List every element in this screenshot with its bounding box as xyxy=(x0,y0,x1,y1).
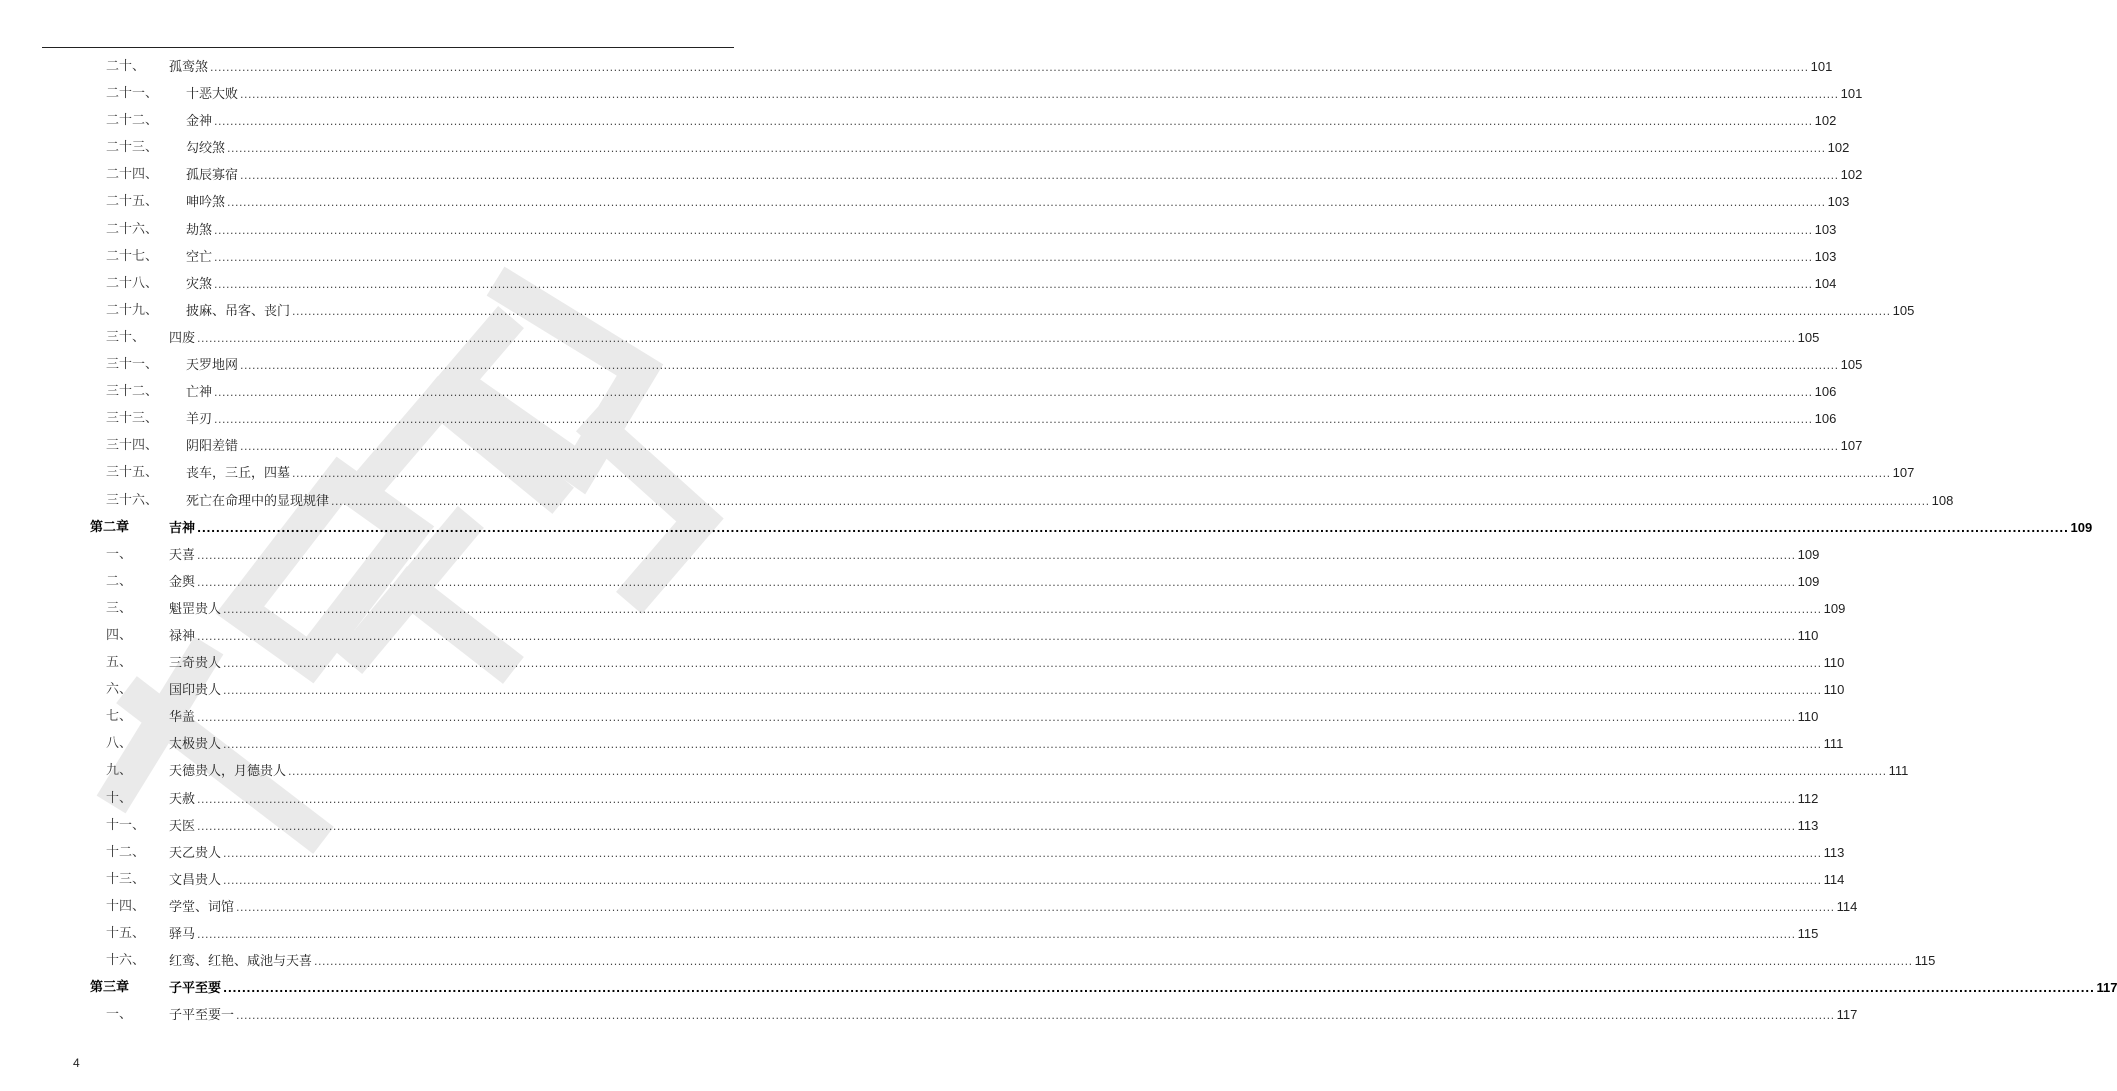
toc-entry-link[interactable] xyxy=(169,893,1858,921)
toc-entry-page: 109 xyxy=(1797,546,1820,562)
toc-entry-link[interactable] xyxy=(169,812,1819,840)
page-number: 4 xyxy=(73,1056,80,1070)
toc-entry-row[interactable] xyxy=(0,676,1845,703)
toc-entry-number: 十五、 xyxy=(106,926,146,941)
toc-dot-leader: ................................................................................................................................................................................................................................................................................................................................................................................................................ xyxy=(292,304,1891,318)
toc-chapter-row[interactable] xyxy=(0,514,2093,541)
toc-entry-number: 三十三、 xyxy=(106,411,159,427)
toc-entry-number: 四、 xyxy=(106,627,133,643)
toc-entry-title: 亡神 xyxy=(186,385,213,401)
toc-entry-number: 三十六、 xyxy=(106,492,159,508)
toc-dot-leader: ................................................................................................................................................................................................................................................................................................................................................................................................................ xyxy=(197,711,1796,725)
toc-entry-number: 二十五、 xyxy=(106,194,159,210)
toc-dot-leader: ................................................................................................................................................................................................................................................................................................................................................................................................................ xyxy=(210,61,1809,74)
toc-entry-link[interactable] xyxy=(169,595,1846,623)
toc-entry-title: 金神 xyxy=(186,114,213,130)
toc-entry-title: 孤鸾煞 xyxy=(169,60,209,75)
toc-entry-link[interactable] xyxy=(169,866,1845,894)
toc-entry-title: 空亡 xyxy=(186,249,213,265)
toc-entry-number: 二十八、 xyxy=(106,275,159,291)
toc-entry-number: 第二章 xyxy=(90,519,130,535)
toc-entry-number: 二十三、 xyxy=(106,140,159,156)
toc-entry-link[interactable] xyxy=(169,730,1844,758)
toc-entry-row[interactable] xyxy=(0,568,1820,595)
toc-entry-number: 八、 xyxy=(106,736,133,752)
toc-entry-page: 106 xyxy=(1814,411,1837,427)
toc-entry-title: 吉神 xyxy=(169,520,196,536)
toc-entry-number: 二十二、 xyxy=(106,113,159,129)
toc-entry-number: 二、 xyxy=(106,573,133,589)
toc-entry-page: 115 xyxy=(1797,926,1819,941)
toc-entry-title: 披麻、吊客、丧门 xyxy=(186,303,291,319)
toc-entry-page: 103 xyxy=(1814,221,1837,237)
toc-entry-title: 孤辰寡宿 xyxy=(186,168,239,184)
toc-entry-row[interactable] xyxy=(0,134,1850,161)
toc-entry-page: 102 xyxy=(1814,113,1837,129)
toc-entry-page: 111 xyxy=(1823,736,1844,752)
toc-entry-title: 太极贵人 xyxy=(169,737,222,753)
toc-dot-leader: ................................................................................................................................................................................................................................................................................................................................................................................................................ xyxy=(197,575,1796,589)
toc-dot-leader: ................................................................................................................................................................................................................................................................................................................................................................................................................ xyxy=(223,738,1822,752)
toc-entry-number: 五、 xyxy=(106,655,133,671)
toc-entry-row[interactable] xyxy=(0,432,1863,459)
toc-dot-leader: ................................................................................................................................................................................................................................................................................................................................................................................................................ xyxy=(214,277,1813,291)
toc-entry-title: 天德贵人，月德贵人 xyxy=(169,764,287,780)
toc-entry-number: 十、 xyxy=(106,790,133,806)
toc-entry-title: 四废 xyxy=(169,330,196,346)
toc-dot-leader: ................................................................................................................................................................................................................................................................................................................................................................................................................ xyxy=(240,169,1839,183)
toc-entry-link[interactable] xyxy=(186,351,1863,379)
toc-entry-row[interactable] xyxy=(0,378,1837,405)
toc-entry-number: 三十、 xyxy=(106,329,146,345)
toc-entry-page: 104 xyxy=(1814,275,1837,291)
toc-entry-page: 105 xyxy=(1892,302,1915,318)
toc-entry-row[interactable] xyxy=(0,188,1850,215)
toc-entry-page: 117 xyxy=(1836,1007,1858,1023)
toc-entry-link[interactable] xyxy=(186,459,1915,487)
toc-dot-leader: ................................................................................................................................................................................................................................................................................................................................................................................................................ xyxy=(223,873,1822,887)
toc-entry-link[interactable] xyxy=(169,974,2117,1002)
toc-dot-leader: ................................................................................................................................................................................................................................................................................................................................................................................................................ xyxy=(240,88,1839,102)
toc-entry-link[interactable] xyxy=(186,134,1850,162)
toc-entry-row[interactable] xyxy=(0,839,1845,866)
toc-entry-page: 115 xyxy=(1914,953,1936,969)
toc-entry-title: 三奇贵人 xyxy=(169,656,222,672)
toc-entry-page: 110 xyxy=(1797,709,1819,725)
toc-entry-link[interactable] xyxy=(169,785,1819,813)
toc-entry-link[interactable] xyxy=(169,53,1833,81)
toc-entry-link[interactable] xyxy=(186,378,1837,406)
toc-entry-number: 二十九、 xyxy=(106,302,159,318)
toc-dot-leader: ................................................................................................................................................................................................................................................................................................................................................................................................................ xyxy=(236,1009,1835,1023)
toc-entry-link[interactable] xyxy=(169,920,1819,948)
toc-entry-title: 魁罡贵人 xyxy=(169,601,222,617)
toc-entry-title: 红鸾、红艳、咸池与天喜 xyxy=(169,954,313,970)
toc-dot-leader: ................................................................................................................................................................................................................................................................................................................................................................................................................ xyxy=(288,765,1887,779)
toc-entry-link[interactable] xyxy=(186,243,1837,271)
toc-entry-link[interactable] xyxy=(169,1001,1858,1029)
toc-entry-title: 子平至要 xyxy=(169,981,222,997)
toc-entry-link[interactable] xyxy=(186,270,1837,298)
toc-entry-row[interactable] xyxy=(0,80,1863,107)
toc-entry-page: 110 xyxy=(1823,655,1845,671)
toc-entry-title: 学堂、词馆 xyxy=(169,899,235,915)
toc-entry-link[interactable] xyxy=(169,568,1820,596)
toc-entry-title: 文昌贵人 xyxy=(169,872,222,888)
toc-entry-link[interactable] xyxy=(169,703,1819,731)
toc-entry-link[interactable] xyxy=(169,541,1820,569)
toc-entry-title: 羊刃 xyxy=(186,412,213,428)
toc-entry-row[interactable] xyxy=(0,622,1819,649)
toc-dot-leader: ................................................................................................................................................................................................................................................................................................................................................................................................................ xyxy=(197,521,2069,535)
toc-entry-number: 二十六、 xyxy=(106,221,159,237)
toc-entry-title: 阴阳差错 xyxy=(186,439,239,455)
toc-entry-page: 101 xyxy=(1810,59,1833,74)
toc-entry-row[interactable] xyxy=(0,297,1915,324)
toc-entry-row[interactable] xyxy=(0,107,1837,134)
toc-dot-leader: ................................................................................................................................................................................................................................................................................................................................................................................................................ xyxy=(223,982,2095,996)
toc-entry-number: 二十七、 xyxy=(106,248,159,264)
toc-entry-number: 三、 xyxy=(106,600,133,616)
toc-entry-number: 七、 xyxy=(106,709,133,725)
toc-entry-row[interactable] xyxy=(0,1001,1858,1028)
toc-entry-row[interactable] xyxy=(0,866,1845,893)
toc-dot-leader: ................................................................................................................................................................................................................................................................................................................................................................................................................ xyxy=(197,792,1796,806)
toc-entry-row[interactable] xyxy=(0,730,1844,757)
toc-entry-link[interactable] xyxy=(169,676,1845,704)
toc-entry-row[interactable] xyxy=(0,324,1820,351)
toc-dot-leader: ................................................................................................................................................................................................................................................................................................................................................................................................................ xyxy=(197,928,1796,941)
toc-entry-title: 国印贵人 xyxy=(169,683,222,699)
toc-entry-page: 114 xyxy=(1823,871,1845,887)
toc-dot-leader: ................................................................................................................................................................................................................................................................................................................................................................................................................ xyxy=(214,413,1813,427)
toc-dot-leader: ................................................................................................................................................................................................................................................................................................................................................................................................................ xyxy=(197,331,1796,345)
toc-entry-number: 六、 xyxy=(106,682,133,698)
toc-entry-row[interactable] xyxy=(0,459,1915,486)
toc-entry-row[interactable] xyxy=(0,649,1845,676)
toc-dot-leader: ................................................................................................................................................................................................................................................................................................................................................................................................................ xyxy=(214,386,1813,400)
toc-entry-number: 九、 xyxy=(106,763,133,779)
toc-entry-page: 117 xyxy=(2096,980,2117,996)
toc-dot-leader: ................................................................................................................................................................................................................................................................................................................................................................................................................ xyxy=(214,223,1813,237)
toc-entry-link[interactable] xyxy=(169,622,1819,650)
toc-entry-title: 十恶大败 xyxy=(186,87,239,103)
toc-entry-page: 113 xyxy=(1823,844,1845,860)
toc-entry-number: 三十五、 xyxy=(106,465,159,481)
toc-entry-link[interactable] xyxy=(169,514,2093,542)
toc-entry-title: 天喜 xyxy=(169,547,196,563)
toc-dot-leader: ................................................................................................................................................................................................................................................................................................................................................................................................................ xyxy=(314,955,1913,969)
toc-entry-title: 子平至要一 xyxy=(169,1008,235,1024)
toc-entry-page: 109 xyxy=(2070,519,2093,535)
toc-dot-leader: ................................................................................................................................................................................................................................................................................................................................................................................................................ xyxy=(197,819,1796,833)
toc-entry-page: 113 xyxy=(1797,817,1819,833)
toc-entry-page: 103 xyxy=(1827,194,1850,210)
toc-chapter-row[interactable] xyxy=(0,974,2117,1001)
toc-entry-page: 107 xyxy=(1892,465,1915,481)
toc-entry-page: 105 xyxy=(1797,329,1820,345)
toc-dot-leader: ................................................................................................................................................................................................................................................................................................................................................................................................................ xyxy=(223,684,1822,698)
toc-entry-page: 114 xyxy=(1836,898,1858,914)
toc-entry-link[interactable] xyxy=(186,297,1915,325)
toc-entry-link[interactable] xyxy=(169,757,1909,785)
toc-entry-link[interactable] xyxy=(186,432,1863,460)
toc-dot-leader: ................................................................................................................................................................................................................................................................................................................................................................................................................ xyxy=(331,494,1930,508)
toc-entry-row[interactable] xyxy=(0,812,1819,839)
toc-entry-title: 驿马 xyxy=(169,927,196,942)
toc-entry-title: 金舆 xyxy=(169,574,196,590)
toc-entry-row[interactable] xyxy=(0,893,1858,920)
toc-entry-number: 二十一、 xyxy=(106,86,159,102)
toc-dot-leader: ................................................................................................................................................................................................................................................................................................................................................................................................................ xyxy=(223,602,1822,616)
toc-dot-leader: ................................................................................................................................................................................................................................................................................................................................................................................................................ xyxy=(292,467,1891,481)
toc-entry-page: 109 xyxy=(1797,573,1820,589)
toc-dot-leader: ................................................................................................................................................................................................................................................................................................................................................................................................................ xyxy=(227,196,1826,210)
toc-entry-title: 灾煞 xyxy=(186,276,213,292)
toc-entry-row[interactable] xyxy=(0,161,1863,188)
toc-entry-link[interactable] xyxy=(169,839,1845,867)
toc-entry-link[interactable] xyxy=(186,487,1954,515)
toc-entry-page: 103 xyxy=(1814,248,1837,264)
toc-entry-number: 十四、 xyxy=(106,898,146,914)
toc-entry-page: 102 xyxy=(1827,140,1850,156)
toc-entry-page: 101 xyxy=(1840,86,1863,102)
toc-entry-page: 105 xyxy=(1840,357,1863,373)
toc-dot-leader: ................................................................................................................................................................................................................................................................................................................................................................................................................ xyxy=(197,548,1796,562)
toc-entry-row[interactable] xyxy=(0,757,1909,784)
toc-entry-page: 106 xyxy=(1814,384,1837,400)
toc-entry-row[interactable] xyxy=(0,785,1819,812)
table-of-contents xyxy=(0,53,2117,1028)
toc-entry-link[interactable] xyxy=(186,80,1863,108)
toc-entry-page: 112 xyxy=(1797,790,1819,806)
toc-dot-leader: ................................................................................................................................................................................................................................................................................................................................................................................................................ xyxy=(197,629,1796,643)
toc-entry-row[interactable] xyxy=(0,216,1837,243)
toc-entry-row[interactable] xyxy=(0,243,1837,270)
toc-dot-leader: ................................................................................................................................................................................................................................................................................................................................................................................................................ xyxy=(227,142,1826,156)
toc-entry-link[interactable] xyxy=(169,947,1936,975)
toc-entry-title: 勾绞煞 xyxy=(186,141,226,157)
toc-entry-number: 一、 xyxy=(106,546,133,562)
toc-entry-title: 丧车，三丘，四墓 xyxy=(186,466,291,482)
toc-dot-leader: ................................................................................................................................................................................................................................................................................................................................................................................................................ xyxy=(214,250,1813,264)
toc-entry-page: 110 xyxy=(1797,627,1819,643)
toc-entry-page: 110 xyxy=(1823,682,1845,698)
toc-entry-page: 109 xyxy=(1823,600,1846,616)
toc-entry-title: 禄神 xyxy=(169,628,196,644)
toc-entry-number: 三十一、 xyxy=(106,357,159,373)
toc-entry-page: 102 xyxy=(1840,167,1863,183)
toc-entry-row[interactable] xyxy=(0,703,1819,730)
toc-entry-link[interactable] xyxy=(169,324,1820,352)
toc-entry-link[interactable] xyxy=(186,107,1837,135)
toc-entry-row[interactable] xyxy=(0,595,1846,622)
toc-entry-number: 一、 xyxy=(106,1007,133,1023)
toc-entry-number: 十二、 xyxy=(106,844,146,860)
toc-entry-number: 三十四、 xyxy=(106,438,159,454)
toc-dot-leader: ................................................................................................................................................................................................................................................................................................................................................................................................................ xyxy=(214,115,1813,129)
toc-entry-link[interactable] xyxy=(186,216,1837,244)
toc-entry-number: 三十二、 xyxy=(106,384,159,400)
toc-entry-number: 十一、 xyxy=(106,817,146,833)
toc-entry-link[interactable] xyxy=(169,649,1845,677)
toc-entry-title: 劫煞 xyxy=(186,222,213,238)
toc-dot-leader: ................................................................................................................................................................................................................................................................................................................................................................................................................ xyxy=(223,657,1822,671)
toc-entry-title: 死亡在命理中的显现规律 xyxy=(186,493,330,509)
toc-entry-page: 107 xyxy=(1840,438,1863,454)
toc-entry-page: 111 xyxy=(1888,763,1909,779)
toc-entry-row[interactable] xyxy=(0,405,1837,432)
toc-entry-link[interactable] xyxy=(186,188,1850,216)
toc-entry-row[interactable] xyxy=(0,541,1820,568)
toc-entry-number: 十三、 xyxy=(106,871,146,887)
toc-entry-title: 天罗地网 xyxy=(186,358,239,374)
toc-entry-title: 呻吟煞 xyxy=(186,195,226,211)
toc-entry-number: 二十四、 xyxy=(106,167,159,183)
toc-entry-title: 天医 xyxy=(169,818,196,834)
toc-entry-title: 天赦 xyxy=(169,791,196,807)
header-rule xyxy=(42,47,734,48)
toc-dot-leader: ................................................................................................................................................................................................................................................................................................................................................................................................................ xyxy=(236,900,1835,914)
toc-entry-title: 天乙贵人 xyxy=(169,845,222,861)
toc-entry-title: 华盖 xyxy=(169,710,196,726)
toc-entry-number: 二十、 xyxy=(106,59,146,74)
toc-entry-page: 108 xyxy=(1931,492,1954,508)
toc-entry-link[interactable] xyxy=(186,405,1837,433)
toc-entry-row[interactable] xyxy=(0,270,1837,297)
toc-entry-number: 十六、 xyxy=(106,953,146,969)
toc-dot-leader: ................................................................................................................................................................................................................................................................................................................................................................................................................ xyxy=(240,440,1839,454)
toc-entry-row[interactable] xyxy=(0,53,1833,80)
toc-dot-leader: ................................................................................................................................................................................................................................................................................................................................................................................................................ xyxy=(223,846,1822,860)
toc-entry-row[interactable] xyxy=(0,947,1936,974)
toc-entry-row[interactable] xyxy=(0,487,1954,514)
toc-entry-link[interactable] xyxy=(186,161,1863,189)
toc-entry-row[interactable] xyxy=(0,351,1863,378)
toc-entry-number: 第三章 xyxy=(90,980,130,996)
toc-dot-leader: ................................................................................................................................................................................................................................................................................................................................................................................................................ xyxy=(240,359,1839,373)
toc-entry-row[interactable] xyxy=(0,920,1819,947)
